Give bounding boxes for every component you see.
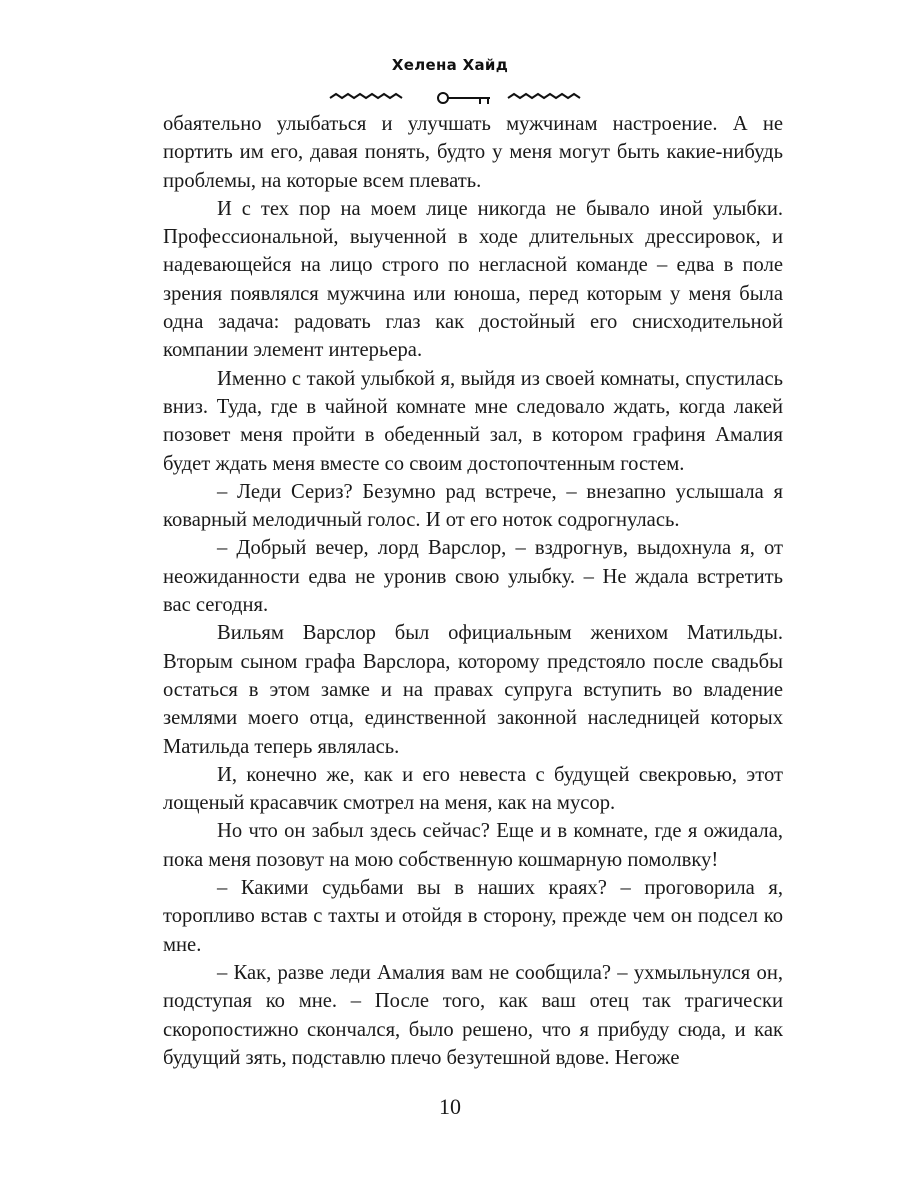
running-header bbox=[0, 56, 900, 74]
page-number: 10 bbox=[439, 1094, 461, 1119]
author-name: Хелена Хайд bbox=[391, 56, 509, 74]
right-zigzag bbox=[508, 94, 580, 98]
key-shaft bbox=[448, 98, 490, 104]
paragraph: Вильям Варслор был официальным женихом Матильды. Вторым сыном графа Варслора, которому предстояло после свадьбы остаться в этом замке и на правах супруга вступить во владение землями моего отца, единственной законной наследницей которых Матильда теперь являлась. bbox=[163, 622, 783, 758]
paragraph: обаятельно улыбаться и улучшать мужчинам настроение. А не портить им его, давая понять, будто у меня могут быть какие-нибудь проблемы, на которые всем плевать. bbox=[163, 113, 783, 192]
body-text bbox=[163, 110, 783, 1072]
paragraph: Но что он забыл здесь сейчас? Еще и в комнате, где я ожидала, пока меня позовут на мою собственную кошмарную помолвку! bbox=[163, 820, 783, 871]
paragraph: Именно с такой улыбкой я, выйдя из своей комнаты, спустилась вниз. Туда, где в чайной комнате мне следовало ждать, когда лакей позовет меня пройти в обеденный зал, в котором графиня Амалия будет ждать меня вместе со своим достопочтенным гостем. bbox=[163, 367, 783, 475]
left-zigzag bbox=[330, 94, 402, 98]
paragraph: – Какими судьбами вы в наших краях? – проговорила я, торопливо встав с тахты и отойдя в сторону, прежде чем он подсел ко мне. bbox=[163, 877, 783, 956]
key-ornament-icon bbox=[300, 86, 600, 110]
paragraph: – Добрый вечер, лорд Варслор, – вздрогнув, выдохнула я, от неожиданности едва не уронив свою улыбку. – Не ждала встретить вас сегодня. bbox=[163, 537, 783, 617]
paragraph: – Леди Сериз? Безумно рад встрече, – внезапно услышала я коварный мелодичный голос. И от его ноток содрогнулась. bbox=[163, 480, 783, 532]
paragraph: – Как, разве леди Амалия вам не сообщила? – ухмыльнулся он, подступая ко мне. – После того, как ваш отец так трагически скоропостижно скончался, было решено, что я прибуду сюда, и как будущий зять, подставлю плечо безутешной вдове. Негоже bbox=[163, 961, 783, 1069]
paragraph: И, конечно же, как и его невеста с будущей свекровью, этот лощеный красавчик смотрел на меня, как на мусор. bbox=[163, 763, 783, 815]
key-bow bbox=[438, 93, 448, 103]
paragraph: И с тех пор на моем лице никогда не бывало иной улыбки. Профессиональной, выученной в ходе длительных дрессировок, и надевающейся на лицо строго по негласной команде – едва в поле зрения появлялся мужчина или юноша, перед которым у меня была одна задача: радовать глаз как достойный его снисходительной компании элемент интерьера. bbox=[163, 197, 783, 362]
